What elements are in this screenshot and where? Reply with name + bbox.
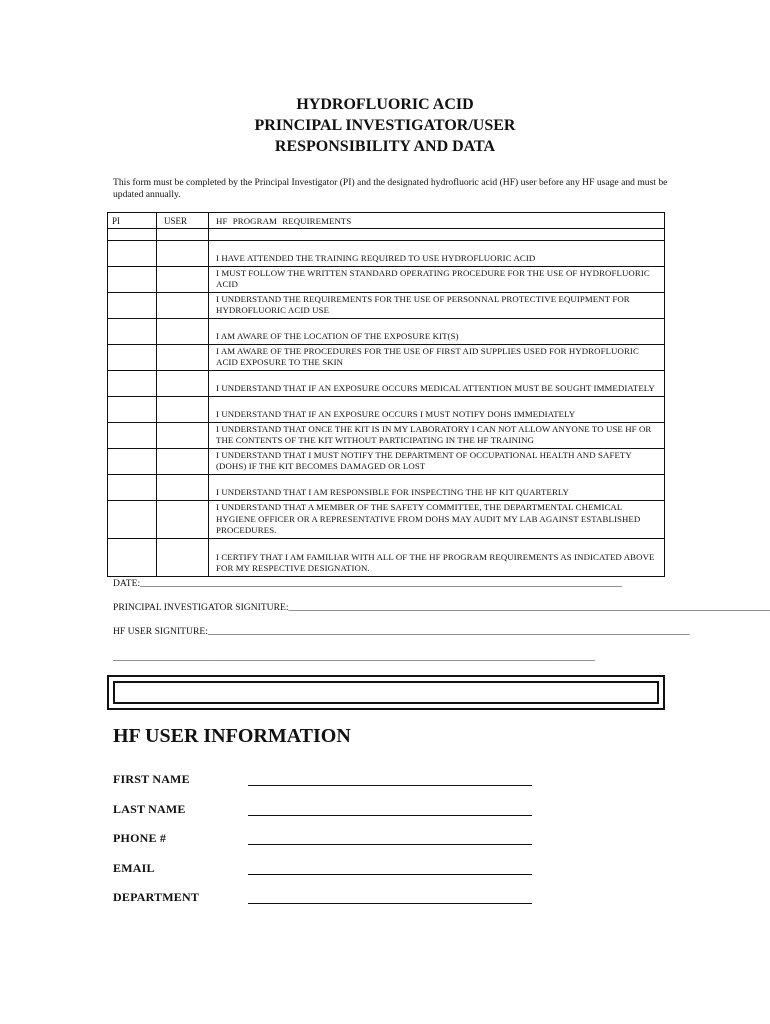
- phone-label: PHONE #: [113, 831, 167, 845]
- last-name-field[interactable]: [248, 815, 532, 816]
- date-underline: ________________________________________________________________________________________________________________: [140, 578, 622, 589]
- pi-checkbox-cell[interactable]: [108, 449, 157, 474]
- table-row: [108, 422, 664, 448]
- first-name-field[interactable]: [248, 785, 532, 786]
- pi-checkbox-cell[interactable]: [108, 319, 157, 344]
- user-checkbox-cell[interactable]: [157, 241, 209, 266]
- table-header-row: [108, 213, 664, 228]
- user-signature-underline: ________________________________________________________________________________________________________________: [207, 626, 690, 637]
- requirement-text: I MUST FOLLOW THE WRITTEN STANDARD OPERATING PROCEDURE FOR THE USE OF HYDROFLUORIC ACID: [216, 267, 650, 290]
- title-line-1: HYDROFLUORIC ACID: [296, 96, 474, 113]
- pi-checkbox-cell[interactable]: [108, 539, 157, 576]
- user-checkbox-cell[interactable]: [157, 449, 209, 474]
- requirement-text: I UNDERSTAND THAT I MUST NOTIFY THE DEPARTMENT OF OCCUPATIONAL HEALTH AND SAFETY (DOHS) IF THE KIT BECOMES DAMAGED OR LOST: [216, 449, 632, 472]
- date-label: DATE:: [113, 578, 141, 589]
- date-line[interactable]: [113, 578, 658, 589]
- pi-checkbox-cell[interactable]: [108, 229, 157, 240]
- pi-checkbox-cell[interactable]: [108, 501, 157, 538]
- pi-checkbox-cell[interactable]: [108, 241, 157, 266]
- user-checkbox-cell[interactable]: [157, 345, 209, 370]
- title-line-2: PRINCIPAL INVESTIGATOR/USER: [254, 117, 516, 134]
- requirement-text: I UNDERSTAND THAT IF AN EXPOSURE OCCURS I MUST NOTIFY DOHS IMMEDIATELY: [216, 409, 576, 420]
- double-border-box: [107, 675, 665, 710]
- header-requirements: HF PROGRAM REQUIREMENTS: [216, 216, 352, 226]
- table-row: [108, 266, 664, 292]
- user-checkbox-cell[interactable]: [157, 229, 209, 240]
- user-checkbox-cell[interactable]: [157, 267, 209, 292]
- pi-checkbox-cell[interactable]: [108, 475, 157, 500]
- blank-signature-line[interactable]: [113, 652, 658, 663]
- requirement-text: I UNDERSTAND THAT I AM RESPONSIBLE FOR INSPECTING THE HF KIT QUARTERLY: [216, 487, 569, 498]
- user-signature-label: HF USER SIGNITURE:: [113, 626, 208, 637]
- table-row: [108, 344, 664, 370]
- blank-underline: ________________________________________________________________________________________________________________: [113, 652, 595, 663]
- table-row: [108, 240, 664, 266]
- pi-checkbox-cell[interactable]: [108, 371, 157, 396]
- table-row-blank: [108, 228, 664, 240]
- last-name-label: LAST NAME: [113, 802, 186, 816]
- form-title: [0, 94, 770, 157]
- department-label: DEPARTMENT: [113, 890, 200, 904]
- user-checkbox-cell[interactable]: [157, 423, 209, 448]
- email-field[interactable]: [248, 874, 532, 875]
- double-border-box-inner: [113, 681, 659, 704]
- phone-field[interactable]: [248, 844, 532, 845]
- department-field[interactable]: [248, 903, 532, 904]
- header-pi: PI: [108, 213, 157, 228]
- first-name-label: FIRST NAME: [113, 772, 190, 786]
- table-row: [108, 448, 664, 474]
- email-label: EMAIL: [113, 861, 155, 875]
- pi-checkbox-cell[interactable]: [108, 345, 157, 370]
- table-row: [108, 396, 664, 422]
- user-checkbox-cell[interactable]: [157, 319, 209, 344]
- intro-text: This form must be completed by the Principal Investigator (PI) and the designated hydrofluoric acid (HF) user before any HF usage and must be updated annually.: [113, 177, 668, 200]
- requirement-text: I UNDERSTAND THE REQUIREMENTS FOR THE USE OF PERSONNAL PROTECTIVE EQUIPMENT FOR HYDROFLUORIC ACID USE: [216, 293, 630, 316]
- user-checkbox-cell[interactable]: [157, 293, 209, 318]
- table-row: [108, 318, 664, 344]
- requirement-text: I AM AWARE OF THE LOCATION OF THE EXPOSURE KIT(S): [216, 331, 459, 342]
- requirement-text: I UNDERSTAND THAT ONCE THE KIT IS IN MY LABORATORY I CAN NOT ALLOW ANYONE TO USE HF OR THE CONTENTS OF THE KIT WITHOUT PARTICIPATING IN THE HF TRAINING: [216, 423, 652, 446]
- user-signature-line[interactable]: [113, 626, 690, 637]
- requirement-text: I AM AWARE OF THE PROCEDURES FOR THE USE OF FIRST AID SUPPLIES USED FOR HYDROFLUORIC ACID EXPOSURE TO THE SKIN: [216, 345, 639, 368]
- requirement-text: [209, 229, 664, 240]
- table-row: [108, 292, 664, 318]
- table-row: [108, 500, 664, 538]
- title-line-3: RESPONSIBILITY AND DATA: [274, 138, 496, 155]
- user-checkbox-cell[interactable]: [157, 475, 209, 500]
- header-user: USER: [157, 213, 209, 228]
- requirement-text: I HAVE ATTENDED THE TRAINING REQUIRED TO USE HYDROFLUORIC ACID: [216, 253, 536, 264]
- requirement-text: I UNDERSTAND THAT IF AN EXPOSURE OCCURS MEDICAL ATTENTION MUST BE SOUGHT IMMEDIATELY: [216, 383, 655, 394]
- pi-signature-line[interactable]: [113, 602, 770, 613]
- user-info-heading: HF USER INFORMATION: [113, 725, 351, 747]
- requirement-text: I UNDERSTAND THAT A MEMBER OF THE SAFETY COMMITTEE, THE DEPARTMENTAL CHEMICAL HYGIENE OFFICER OR A REPRESENTATIVE FROM DOHS MAY AUDIT MY LAB AGAINST ESTABLISHED PROCEDURES.: [216, 502, 641, 536]
- requirement-text: I CERTIFY THAT I AM FAMILIAR WITH ALL OF THE HF PROGRAM REQUIREMENTS AS INDICATED ABOVE FOR MY RESPECTIVE DESIGNATION.: [216, 551, 655, 574]
- user-checkbox-cell[interactable]: [157, 371, 209, 396]
- pi-checkbox-cell[interactable]: [108, 293, 157, 318]
- table-row: [108, 474, 664, 500]
- pi-checkbox-cell[interactable]: [108, 423, 157, 448]
- table-row: [108, 538, 664, 576]
- pi-checkbox-cell[interactable]: [108, 267, 157, 292]
- requirements-table: [107, 212, 665, 577]
- pi-checkbox-cell[interactable]: [108, 397, 157, 422]
- table-row: [108, 370, 664, 396]
- user-checkbox-cell[interactable]: [157, 501, 209, 538]
- pi-signature-label: PRINCIPAL INVESTIGATOR SIGNITURE:: [113, 602, 289, 613]
- user-checkbox-cell[interactable]: [157, 539, 209, 576]
- pi-signature-underline: ________________________________________________________________________________________________________________: [288, 602, 770, 613]
- user-checkbox-cell[interactable]: [157, 397, 209, 422]
